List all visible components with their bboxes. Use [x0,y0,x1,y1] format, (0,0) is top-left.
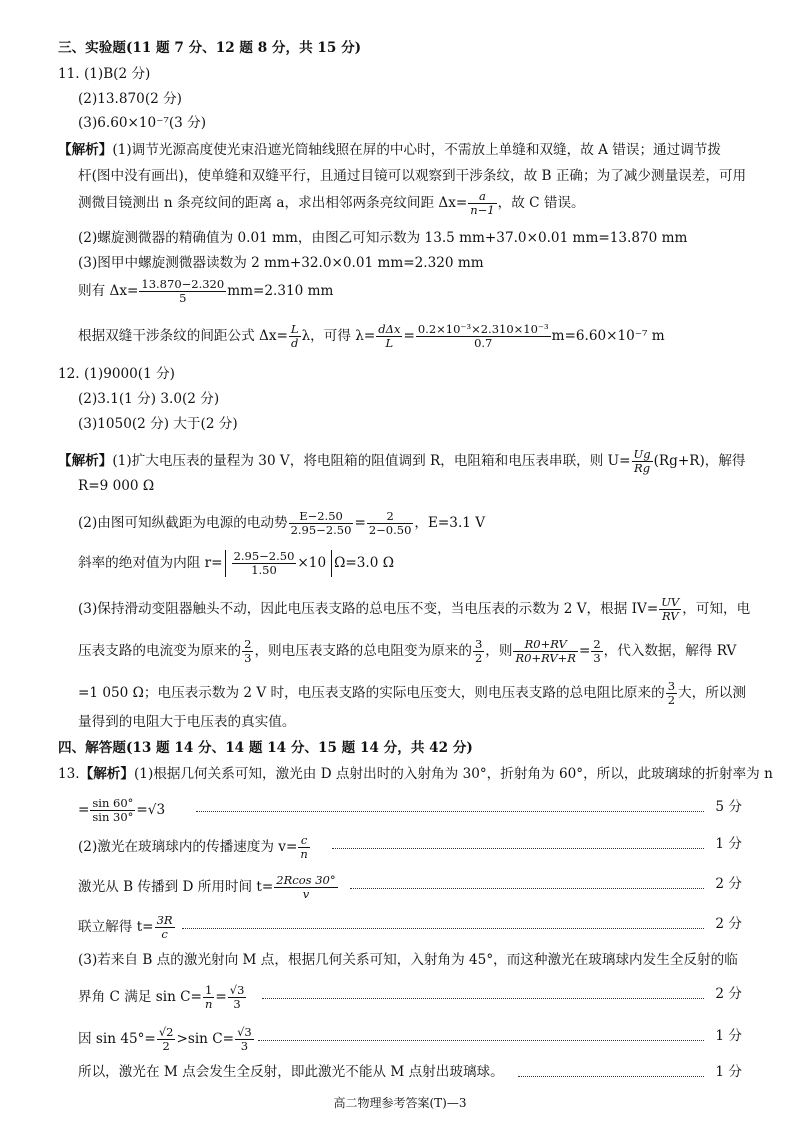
fraction [157,1026,176,1053]
numerator: E−2.50 [289,510,354,524]
q11-answer-3: (3)6.60×10⁻⁷(3 分) [78,115,207,131]
q11-analysis-line-4: (2)螺旋测微器的精确值为 0.01 mm，由图乙可知示数为 13.5 mm+37.0×0.01 mm=13.870 mm [78,230,688,246]
formula [78,984,247,1011]
denominator: 2 [162,1039,170,1054]
q13-step-7 [0,1062,800,1082]
denominator: 0.7 [474,336,493,351]
text: ，故 C 错误。 [497,195,585,212]
page-footer: 高二物理参考答案(T)—3 [333,1096,467,1110]
denominator: L [385,336,394,351]
numerator: sin 60° [92,796,134,810]
text: (Rg+R)，解得 [653,453,746,470]
score-label: 1 分 [715,1028,742,1044]
analysis-tag: 【解析】 [58,453,113,470]
denominator: d [291,336,299,351]
denominator: 2.95−2.50 [290,523,352,538]
fraction [666,680,677,707]
q11-analysis-line-2: 杆(图中没有画出)，使单缝和双缝平行，且通过目镜可以观察到干涉条纹，故 B 正确；为了减少测量误差，可用 [78,168,747,184]
fraction [659,596,681,623]
fraction [139,278,226,305]
text: (2)激光在玻璃球内的传播速度为 v= [78,839,298,856]
denominator: 2 [474,651,483,666]
text: m=6.60×10⁻⁷ m [551,328,665,345]
text: = [354,515,366,532]
denominator: 3 [593,651,601,666]
text: 则有 Δx= [78,283,139,300]
fraction [289,323,301,350]
fraction [367,510,414,537]
fraction [513,638,577,665]
q13-step-5 [0,983,800,1012]
text: 所以，激光在 M 点会发生全反射，即此激光不能从 M 点射出玻璃球。 [78,1064,504,1080]
text: mm=2.310 mm [227,283,334,300]
dot-leader [350,888,704,889]
fraction [468,190,496,217]
numerator: 3R [156,913,173,927]
text: = [578,643,591,660]
text: ，E=3.1 V [414,515,486,532]
denominator: n−1 [470,203,495,218]
denominator: Rg [634,461,651,476]
formula [78,797,165,824]
q13-step-2 [0,833,800,862]
section-4-header: 四、解答题(13 题 14 分、14 题 14 分、15 题 14 分，共 42 分) [58,740,473,756]
q11-analysis-line-1 [58,140,721,160]
score-label: 1 分 [715,1064,742,1080]
text: = [215,989,227,1006]
q12-analysis-line-1 [58,448,746,475]
text: 因 sin 45°= [78,1031,156,1048]
numerator: 2 [593,637,601,651]
numerator: 3 [667,679,676,693]
fraction [473,638,484,665]
fraction [232,550,297,577]
fraction [632,448,653,475]
q13-step-1 [0,796,800,825]
numerator: a [468,190,496,204]
text: ，则 [485,643,513,660]
q11-answer-1: 11. (1)B(2 分) [58,66,151,82]
text: 大，所以测 [678,685,746,702]
fraction [591,638,602,665]
text: 根据双缝干涉条纹的间距公式 Δx= [78,328,288,345]
numerator: √2 [158,1025,174,1039]
text: 斜率的绝对值为内阻 r= [78,555,223,572]
denominator: RV [661,609,679,624]
fraction [155,914,175,941]
numerator: 2 [244,637,252,651]
numerator: c [298,834,309,848]
q12-analysis-line-4 [78,550,394,577]
absolute-value [225,550,333,577]
q12-analysis-line-5 [78,596,750,623]
fraction [289,510,354,537]
numerator: 2.95−2.50 [233,549,295,563]
score-label: 2 分 [715,916,742,932]
denominator: 3 [244,651,252,666]
q12-answer-1: 12. (1)9000(1 分) [58,366,175,382]
q13-step-4 [0,913,800,942]
text: 测微目镜测出 n 条亮纹间的距离 a，求出相邻两条亮纹间距 Δx= [78,195,468,212]
formula [78,1026,255,1053]
question-number: 13. [58,766,80,782]
score-label: 2 分 [715,876,742,892]
section-3-header: 三、实验题(11 题 7 分、12 题 8 分，共 15 分) [58,40,362,56]
q12-analysis-line-3 [78,510,485,537]
formula [78,834,311,861]
numerator: √3 [229,983,245,997]
numerator: L [290,322,299,336]
text: λ，可得 λ= [301,328,376,345]
q13-step-3 [0,873,800,902]
text: = [78,802,90,819]
fraction [235,1026,254,1053]
dot-leader [332,848,704,849]
text: ，则电压表支路的总电阻变为原来的 [254,643,472,660]
numerator: 2 [367,510,414,524]
text: 联立解得 t= [78,919,154,936]
numerator: UV [661,595,680,609]
fraction [298,834,309,861]
denominator: sin 30° [92,810,134,825]
denominator: 2 [667,693,676,708]
q12-analysis-line-8: 量得到的电阻大于电压表的真实值。 [78,714,296,730]
text: =1 050 Ω；电压表示数为 2 V 时，电压表支路的实际电压变大，则电压表支路的总电阻比原来的 [78,685,665,702]
fraction [90,797,135,824]
numerator: 2Rcos 30° [276,873,336,887]
q13-step-6 [0,1025,800,1054]
q11-analysis-line-3 [78,190,585,217]
dot-leader [262,998,704,999]
text: 激光从 B 传播到 D 所用时间 t= [78,879,274,896]
q12-analysis-line-7 [78,680,746,707]
text: ，代入数据，解得 RV [603,643,737,660]
denominator: n [300,847,308,862]
text: (1)根据几何关系可知，激光由 D 点射出时的入射角为 30°，折射角为 60°，所以，此玻璃球的折射率为 n [134,766,773,782]
numerator: √3 [237,1025,252,1039]
dot-leader [258,1040,704,1041]
denominator: c [161,927,168,942]
q11-analysis-line-7 [78,323,665,350]
text: Ω=3.0 Ω [334,555,394,572]
fraction [416,323,551,350]
numerator: 3 [474,637,483,651]
text: ，可知，电 [682,601,751,618]
denominator: n [204,997,213,1012]
numerator: 0.2×10⁻³×2.310×10⁻³ [417,322,549,336]
numerator: dΔx [378,322,401,336]
fraction [274,874,337,901]
dot-leader [518,1076,704,1077]
text: = [403,328,415,345]
fraction [228,984,247,1011]
formula [78,874,339,901]
denominator: v [302,887,310,902]
q11-answer-2: (2)13.870(2 分) [78,91,182,107]
text: ×10 [297,555,327,572]
numerator: 13.870−2.320 [141,277,225,291]
q13-analysis-line-1 [58,764,773,784]
text: >sin C= [176,1031,235,1048]
denominator: R0+RV+R [515,651,576,666]
score-label: 2 分 [715,986,742,1002]
formula [78,914,176,941]
text: 界角 C 满足 sin C= [78,989,202,1006]
denominator: 3 [233,997,241,1012]
q12-analysis-line-2: R=9 000 Ω [78,478,155,494]
denominator: 5 [179,291,187,306]
text: 压表支路的电流变为原来的 [78,643,242,660]
fraction [242,638,253,665]
denominator: 2−0.50 [368,523,412,538]
denominator: 1.50 [251,563,277,578]
text: =√3 [136,802,166,819]
denominator: 3 [240,1039,249,1054]
text: (2)由图可知纵截距为电源的电动势 [78,515,288,532]
q13-analysis-line-6: (3)若来自 B 点的激光射向 M 点，根据几何关系可知，入射角为 45°，而这种激光在玻璃球内发生全反射的临 [78,952,738,968]
q11-analysis-line-6 [78,278,333,305]
q11-analysis-line-5: (3)图甲中螺旋测微器读数为 2 mm+32.0×0.01 mm=2.320 mm [78,255,484,271]
numerator: Ug [633,447,651,461]
analysis-tag: 【解析】 [79,766,134,782]
analysis-tag: 【解析】 [58,142,113,158]
dot-leader [182,928,704,929]
score-label: 1 分 [715,836,742,852]
numerator: R0+RV [513,638,577,652]
score-label: 5 分 [715,799,742,815]
fraction [376,323,402,350]
fraction [203,984,214,1011]
text: (3)保持滑动变阻器触头不动，因此电压表支路的总电压不变，当电压表的示数为 2 V，根据 IV= [78,601,659,618]
q12-analysis-line-6 [78,638,736,665]
text: (1)扩大电压表的量程为 30 V，将电阻箱的阻值调到 R，电阻箱和电压表串联，则 U= [112,453,631,470]
numerator: 1 [203,984,214,998]
q12-answer-2: (2)3.1(1 分) 3.0(2 分) [78,391,220,407]
q12-answer-3: (3)1050(2 分) 大于(2 分) [78,416,238,432]
q11-p1-text: (1)调节光源高度使光束沿遮光筒轴线照在屏的中心时，不需放上单缝和双缝，故 A 错误；通过调节拨 [112,142,722,158]
dot-leader [196,811,704,812]
